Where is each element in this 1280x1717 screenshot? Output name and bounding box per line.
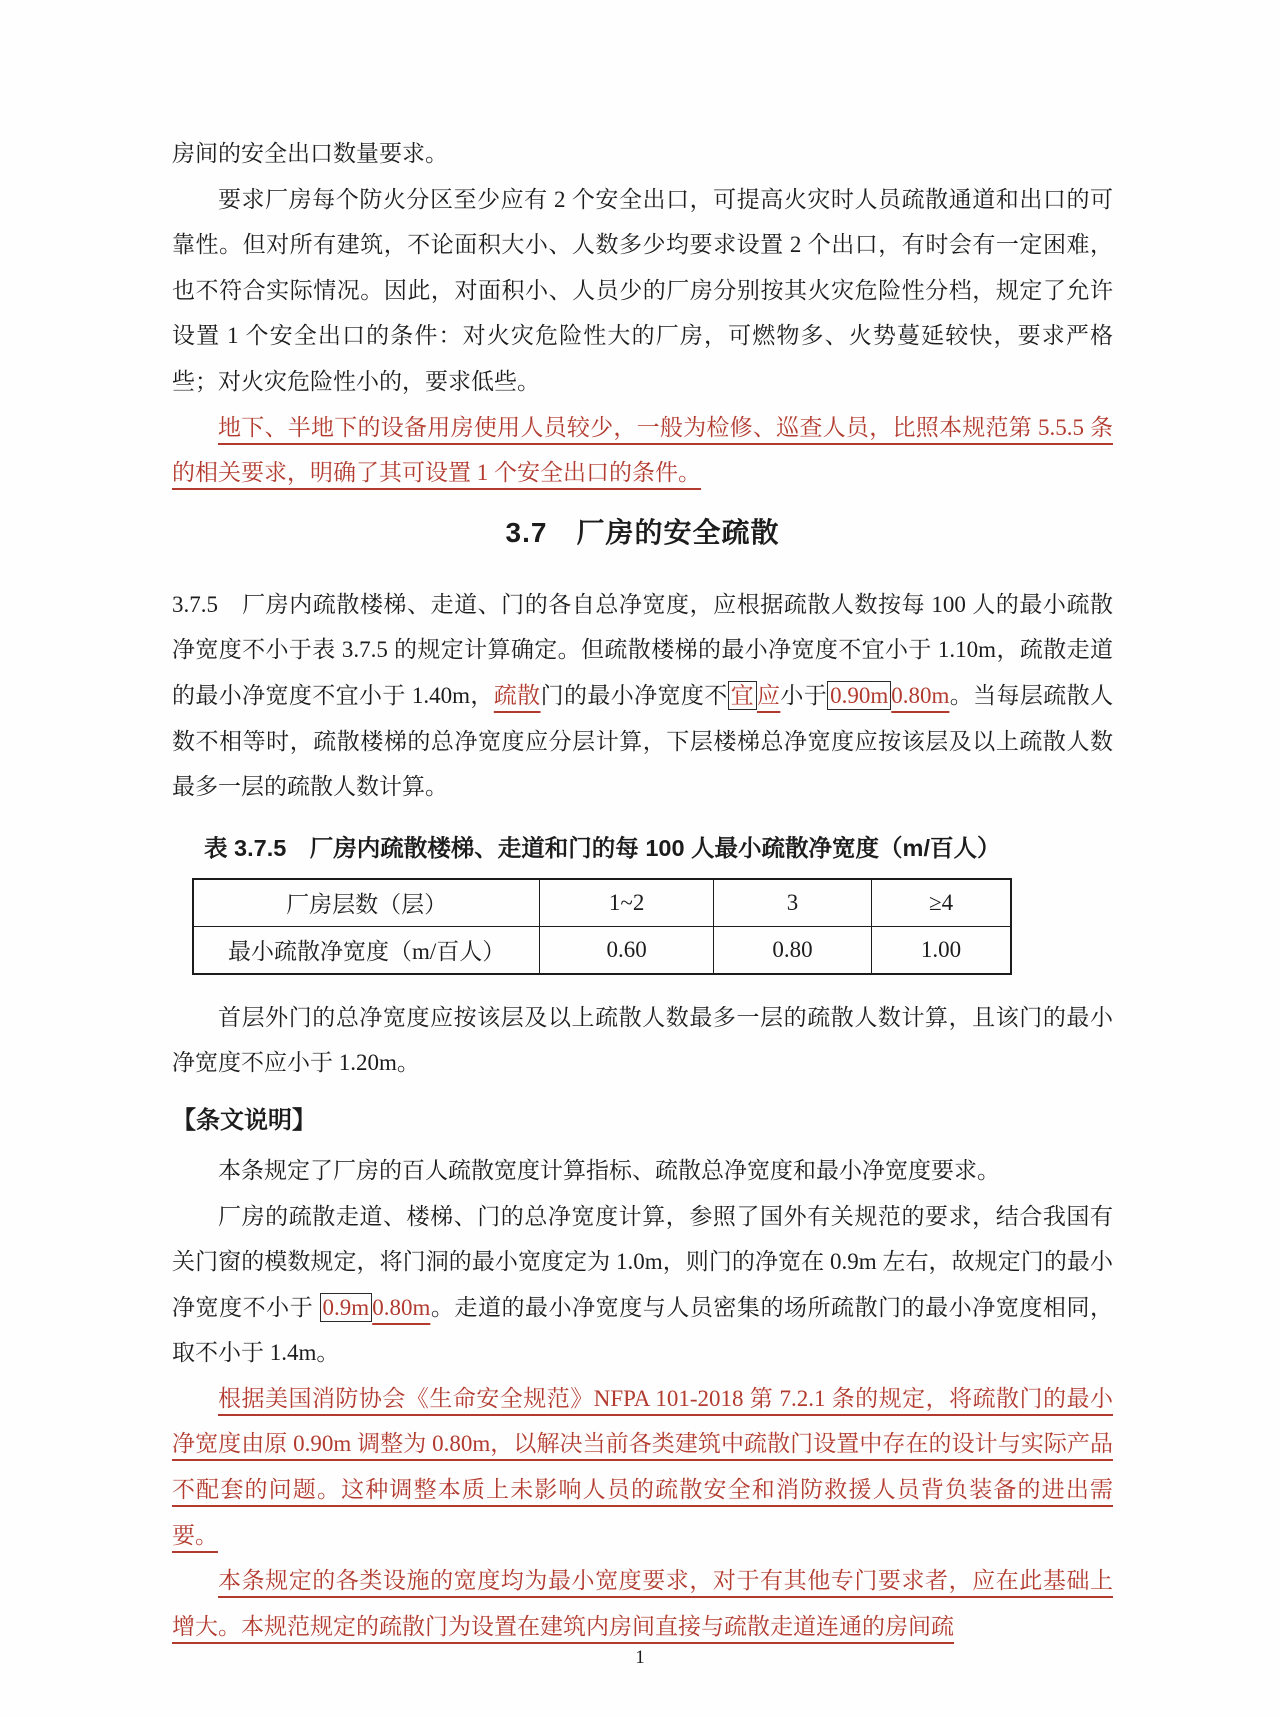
page-number: 1	[635, 1647, 645, 1668]
revision-inserted-text: 0.80m	[891, 682, 950, 708]
paragraph-explanation-calculation	[172, 1194, 1113, 1376]
section-heading-3-7: 3.7 厂房的安全疏散	[505, 516, 780, 548]
table-cell-width-3: 0.80	[713, 926, 871, 974]
body-text-run: 。走道的最小净宽度与人员密集的场所疏散门的最小净宽度相同，取不小于 1.4m。	[172, 1294, 1114, 1366]
body-text-run: 小于	[780, 682, 828, 708]
paragraph-revision-nfpa: 根据美国消防协会《生命安全规范》NFPA 101-2018 第 7.2.1 条的规定，将疏散门的最小净宽度由原 0.90m 调整为 0.80m，以解决当前各类建筑中疏散门设置中存在的设计与实际产品不配套的问题。这种调整本质上未影响人员的疏散安全和消防救援人员背负装备的进出需要。	[172, 1385, 1113, 1548]
revision-deleted-text: 0.9m	[320, 1293, 373, 1322]
revision-inserted-text: 应	[756, 682, 781, 708]
revision-deleted-text: 0.90m	[827, 681, 891, 710]
body-text-run: 厂房的疏散走道、楼梯、门的总净宽度计算，参照了国外有关规范的要求，结合我国有关门窗的模数规定，将门洞的最小宽度定为 1.0m，则门的净宽在 0.9m 左右，故规定门的最小净宽度不小于	[172, 1203, 1113, 1320]
table-cell-width-ge4: 1.00	[872, 926, 1011, 974]
table-row-header	[193, 879, 1011, 927]
table-cell-floors-3: 3	[713, 879, 871, 927]
table-cell-floors-ge4: ≥4	[872, 879, 1011, 927]
revision-deleted-text: 宜	[728, 681, 757, 710]
paragraph-first-floor-door: 首层外门的总净宽度应按该层及以上疏散人数最多一层的疏散人数计算，且该门的最小净宽度不应小于 1.20m。	[172, 1004, 1113, 1076]
table-cell-floors-label: 厂房层数（层）	[193, 879, 540, 927]
clause-explanation-label: 【条文说明】	[172, 1106, 316, 1134]
paragraph-revision-minimum-width: 本条规定的各类设施的宽度均为最小宽度要求，对于有其他专门要求者，应在此基础上增大。本规范规定的疏散门为设置在建筑内房间直接与疏散走道连通的房间疏	[172, 1568, 1113, 1639]
paragraph-revision-underground-rooms: 地下、半地下的设备用房使用人员较少，一般为检修、巡查人员，比照本规范第 5.5.5 条的相关要求，明确了其可设置 1 个安全出口的条件。	[172, 414, 1113, 486]
table-row-values	[193, 926, 1011, 974]
page-content	[172, 131, 1113, 1649]
paragraph-explanation-summary: 本条规定了厂房的百人疏散宽度计算指标、疏散总净宽度和最小净宽度要求。	[218, 1157, 1000, 1183]
table-3-7-5	[192, 878, 1012, 975]
paragraph-exit-requirements: 要求厂房每个防火分区至少应有 2 个安全出口，可提高火灾时人员疏散通道和出口的可靠性。但对所有建筑，不论面积大小、人数多少均要求设置 2 个出口，有时会有一定困难，也不符合实际情况。因此，对面积小、人员少的厂房分别按其火灾危险性分档，规定了允许设置 1 个安全出口的条件：对火灾危险性大的厂房，可燃物多、火势蔓延较快，要求严格些；对火灾危险性小的，要求低些。	[172, 186, 1113, 394]
table-cell-width-1-2: 0.60	[540, 926, 714, 974]
body-text-run: 。当每层疏散人数不相等时，疏散楼梯的总净宽度应分层计算，下层楼梯总净宽度应按该层及以上疏散人数最多一层的疏散人数计算。	[172, 682, 1114, 800]
body-text-run: 门的最小净宽度不	[540, 682, 728, 708]
paragraph-continuation: 房间的安全出口数量要求。	[172, 141, 448, 166]
table-cell-floors-1-2: 1~2	[540, 879, 714, 927]
table-caption-3-7-5: 表 3.7.5 厂房内疏散楼梯、走道和门的每 100 人最小疏散净宽度（m/百人）	[204, 834, 1001, 861]
table-cell-width-label: 最小疏散净宽度（m/百人）	[193, 926, 540, 974]
body-text-run: 3.7.5 厂房内疏散楼梯、走道、门的各自总净宽度，应根据疏散人数按每 100 人的最小疏散净宽度不小于表 3.7.5 的规定计算确定。但疏散楼梯的最小净宽度不宜小于 1.10m，疏散走道的最小净宽度不宜小于 1.40m，	[172, 591, 1113, 708]
paragraph-clause-3-7-5	[172, 582, 1113, 810]
revision-inserted-text: 0.80m	[372, 1294, 431, 1320]
revision-inserted-text: 疏散	[493, 682, 541, 708]
